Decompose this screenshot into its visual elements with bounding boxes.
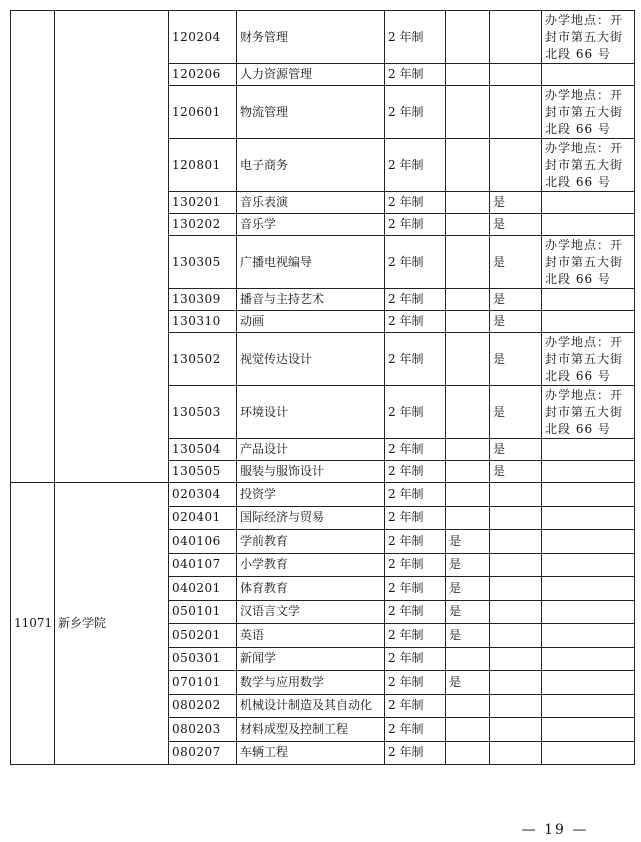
school-code-cell: [11, 11, 55, 483]
major-name: 环境设计: [237, 386, 385, 439]
flag-2: 是: [490, 192, 542, 214]
major-code: 050101: [169, 600, 237, 624]
study-term: 2 年制: [385, 139, 446, 192]
flag-2: 是: [490, 439, 542, 461]
major-name: 数学与应用数学: [237, 671, 385, 695]
flag-2: [490, 483, 542, 507]
note-cell: [542, 741, 635, 765]
flag-2: 是: [490, 311, 542, 333]
flag-1: [446, 439, 490, 461]
major-code: 130503: [169, 386, 237, 439]
flag-2: [490, 64, 542, 86]
note-cell: [542, 506, 635, 530]
flag-1: [446, 86, 490, 139]
flag-2: [490, 530, 542, 554]
study-term: 2 年制: [385, 386, 446, 439]
major-name: 物流管理: [237, 86, 385, 139]
majors-table: [10, 10, 635, 765]
major-code: 080202: [169, 694, 237, 718]
flag-2: [490, 624, 542, 648]
flag-2: [490, 11, 542, 64]
major-name: 学前教育: [237, 530, 385, 554]
major-name: 人力资源管理: [237, 64, 385, 86]
major-name: 国际经济与贸易: [237, 506, 385, 530]
study-term: 2 年制: [385, 333, 446, 386]
flag-2: [490, 577, 542, 601]
flag-1: 是: [446, 624, 490, 648]
major-code: 020304: [169, 483, 237, 507]
major-name: 机械设计制造及其自动化: [237, 694, 385, 718]
flag-2: 是: [490, 333, 542, 386]
lower-section: [11, 483, 635, 765]
major-code: 040201: [169, 577, 237, 601]
study-term: 2 年制: [385, 86, 446, 139]
major-name: 产品设计: [237, 439, 385, 461]
major-code: 080207: [169, 741, 237, 765]
major-name: 新闻学: [237, 647, 385, 671]
flag-2: [490, 139, 542, 192]
flag-1: [446, 647, 490, 671]
table-row: [11, 483, 635, 507]
major-name: 车辆工程: [237, 741, 385, 765]
flag-1: [446, 311, 490, 333]
study-term: 2 年制: [385, 289, 446, 311]
major-code: 040107: [169, 553, 237, 577]
note-cell: [542, 439, 635, 461]
flag-2: 是: [490, 236, 542, 289]
flag-2: [490, 671, 542, 695]
study-term: 2 年制: [385, 311, 446, 333]
note-cell: [542, 647, 635, 671]
major-name: 电子商务: [237, 139, 385, 192]
study-term: 2 年制: [385, 192, 446, 214]
major-name: 汉语言文学: [237, 600, 385, 624]
major-code: 040106: [169, 530, 237, 554]
flag-2: [490, 553, 542, 577]
flag-2: [490, 718, 542, 742]
note-cell: [542, 671, 635, 695]
study-term: 2 年制: [385, 553, 446, 577]
flag-1: [446, 11, 490, 64]
note-cell: [542, 192, 635, 214]
major-name: 英语: [237, 624, 385, 648]
flag-1: [446, 506, 490, 530]
note-cell: [542, 553, 635, 577]
study-term: 2 年制: [385, 236, 446, 289]
note-cell: [542, 530, 635, 554]
note-cell: 办学地点：开封市第五大街北段 66 号: [542, 236, 635, 289]
major-name: 财务管理: [237, 11, 385, 64]
flag-2: 是: [490, 461, 542, 483]
note-cell: [542, 718, 635, 742]
flag-2: [490, 741, 542, 765]
note-cell: [542, 311, 635, 333]
note-cell: [542, 694, 635, 718]
flag-2: [490, 694, 542, 718]
major-code: 120204: [169, 11, 237, 64]
major-code: 130201: [169, 192, 237, 214]
note-cell: 办学地点：开封市第五大街北段 66 号: [542, 86, 635, 139]
major-name: 广播电视编导: [237, 236, 385, 289]
note-cell: [542, 624, 635, 648]
flag-2: [490, 600, 542, 624]
school-name-cell: [55, 11, 169, 483]
major-code: 120801: [169, 139, 237, 192]
flag-1: [446, 386, 490, 439]
flag-2: [490, 647, 542, 671]
major-code: 020401: [169, 506, 237, 530]
flag-1: [446, 333, 490, 386]
flag-1: [446, 741, 490, 765]
major-code: 130305: [169, 236, 237, 289]
note-cell: [542, 577, 635, 601]
flag-2: [490, 506, 542, 530]
study-term: 2 年制: [385, 577, 446, 601]
study-term: 2 年制: [385, 64, 446, 86]
flag-1: [446, 483, 490, 507]
note-cell: 办学地点：开封市第五大街北段 66 号: [542, 333, 635, 386]
note-cell: [542, 64, 635, 86]
major-name: 音乐表演: [237, 192, 385, 214]
major-code: 070101: [169, 671, 237, 695]
study-term: 2 年制: [385, 530, 446, 554]
study-term: 2 年制: [385, 214, 446, 236]
study-term: 2 年制: [385, 506, 446, 530]
major-name: 体育教育: [237, 577, 385, 601]
major-name: 动画: [237, 311, 385, 333]
study-term: 2 年制: [385, 483, 446, 507]
note-cell: [542, 483, 635, 507]
note-cell: [542, 600, 635, 624]
study-term: 2 年制: [385, 600, 446, 624]
study-term: 2 年制: [385, 741, 446, 765]
study-term: 2 年制: [385, 11, 446, 64]
page-number: — 19 —: [521, 822, 589, 838]
flag-1: [446, 236, 490, 289]
flag-1: 是: [446, 530, 490, 554]
study-term: 2 年制: [385, 439, 446, 461]
major-code: 130310: [169, 311, 237, 333]
study-term: 2 年制: [385, 718, 446, 742]
major-code: 130505: [169, 461, 237, 483]
major-code: 050301: [169, 647, 237, 671]
major-name: 服装与服饰设计: [237, 461, 385, 483]
school-code: 11071: [11, 483, 55, 765]
note-cell: [542, 289, 635, 311]
major-code: 130309: [169, 289, 237, 311]
study-term: 2 年制: [385, 671, 446, 695]
study-term: 2 年制: [385, 647, 446, 671]
major-name: 视觉传达设计: [237, 333, 385, 386]
flag-1: 是: [446, 577, 490, 601]
major-name: 音乐学: [237, 214, 385, 236]
flag-1: 是: [446, 671, 490, 695]
major-name: 材料成型及控制工程: [237, 718, 385, 742]
major-code: 050201: [169, 624, 237, 648]
flag-2: 是: [490, 289, 542, 311]
school-name: 新乡学院: [55, 483, 169, 765]
upper-section: [11, 11, 635, 483]
flag-1: [446, 64, 490, 86]
major-code: 120601: [169, 86, 237, 139]
flag-2: 是: [490, 214, 542, 236]
flag-1: [446, 214, 490, 236]
major-code: 130504: [169, 439, 237, 461]
flag-1: 是: [446, 553, 490, 577]
table-row: [11, 11, 635, 64]
study-term: 2 年制: [385, 694, 446, 718]
note-cell: 办学地点：开封市第五大街北段 66 号: [542, 386, 635, 439]
note-cell: [542, 214, 635, 236]
note-cell: 办学地点：开封市第五大街北段 66 号: [542, 11, 635, 64]
major-code: 120206: [169, 64, 237, 86]
flag-2: [490, 86, 542, 139]
major-name: 播音与主持艺术: [237, 289, 385, 311]
flag-1: 是: [446, 600, 490, 624]
flag-1: [446, 461, 490, 483]
flag-1: [446, 289, 490, 311]
flag-2: 是: [490, 386, 542, 439]
flag-1: [446, 718, 490, 742]
major-code: 130202: [169, 214, 237, 236]
flag-1: [446, 192, 490, 214]
study-term: 2 年制: [385, 461, 446, 483]
major-name: 投资学: [237, 483, 385, 507]
study-term: 2 年制: [385, 624, 446, 648]
major-code: 130502: [169, 333, 237, 386]
note-cell: [542, 461, 635, 483]
flag-1: [446, 694, 490, 718]
major-name: 小学教育: [237, 553, 385, 577]
note-cell: 办学地点：开封市第五大街北段 66 号: [542, 139, 635, 192]
major-code: 080203: [169, 718, 237, 742]
flag-1: [446, 139, 490, 192]
